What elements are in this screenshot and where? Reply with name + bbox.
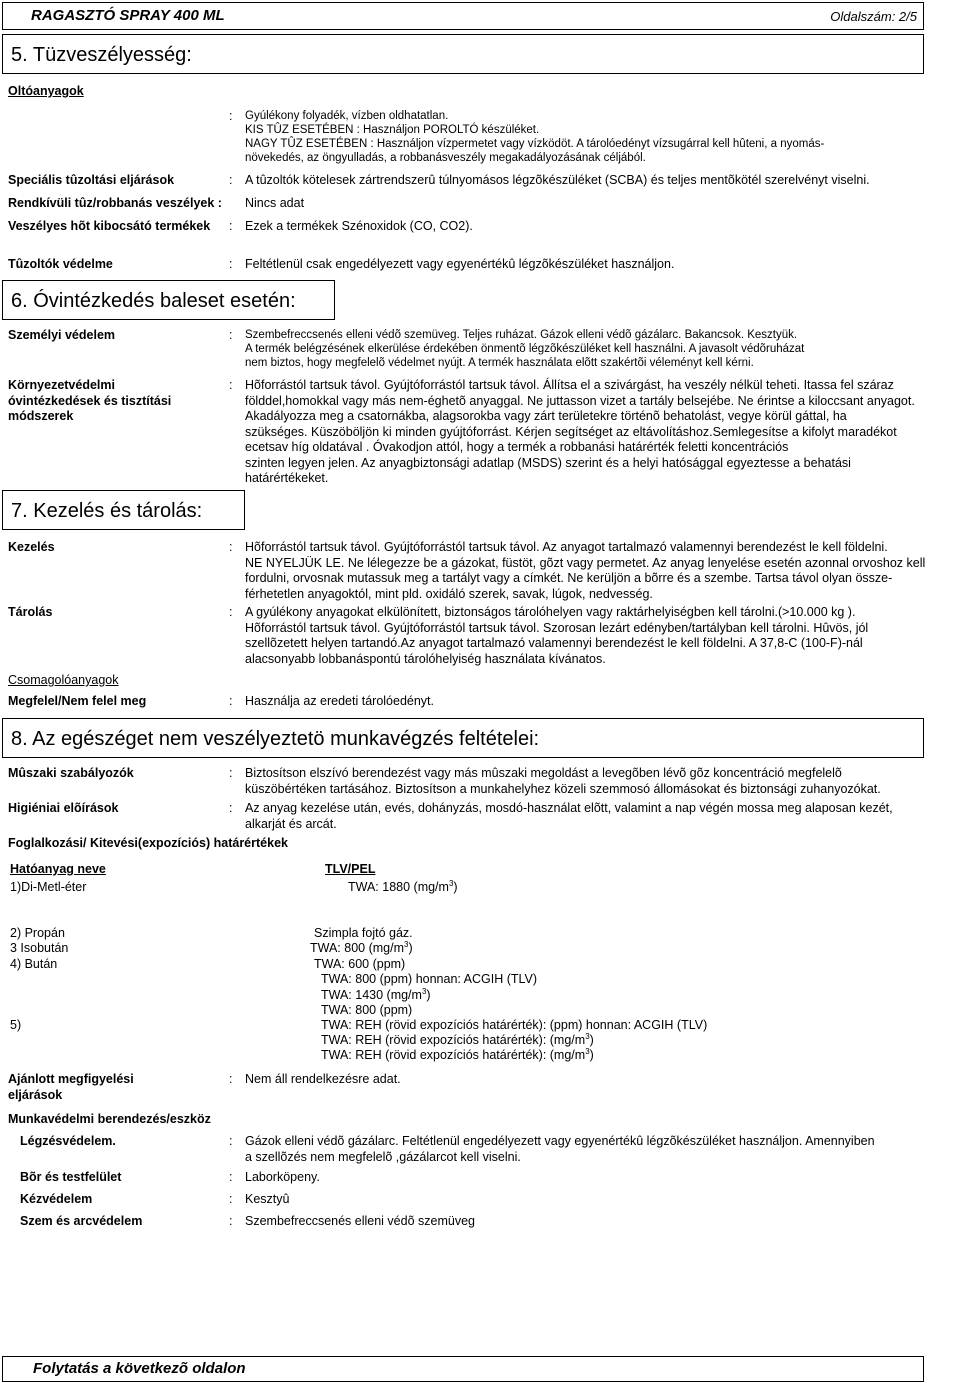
document-title: RAGASZTÓ SPRAY 400 ML xyxy=(31,7,225,24)
section-8-header xyxy=(2,718,924,758)
text-line: A termék belégzésének elkerülése érdekében önmentõ légzõkészüléket kell használni. A javasolt védõruházat xyxy=(245,343,805,355)
colon: : xyxy=(229,1192,233,1206)
close-paren: ) xyxy=(426,988,431,1002)
superscript: 3 xyxy=(448,878,454,888)
row1-name: 1)Di-Metl-éter xyxy=(10,880,87,894)
row5-line xyxy=(321,1048,594,1064)
text-line: fordulni, orvosnak mutassuk meg a tartályt vagy a címkét. Ne kerüljön a bõrre és a szembe. Tartsa távol olyan össze- xyxy=(245,571,893,585)
label-kezeles: Kezelés xyxy=(8,540,55,554)
value-text: TWA: 1430 (mg/m xyxy=(321,988,422,1002)
text-line: Szembefreccsenés elleni védõ szemüveg. Teljes ruházat. Gázok elleni védõ gázálarc. Bakancsok. Kesztyük. xyxy=(245,329,798,341)
ajanlott-text: Nem áll rendelkezésre adat. xyxy=(245,1072,401,1086)
rendkivuli-text: Nincs adat xyxy=(245,196,305,210)
label-kornyezet xyxy=(8,378,171,425)
section-5-title: 5. Tüzveszélyesség: xyxy=(11,44,192,66)
text-line: szinten legyen jelen. Az anyagbiztonsági adatlap (MSDS) szerint és a helyi hatósággal egyeztesse a behatási xyxy=(245,455,851,470)
colon: : xyxy=(229,801,233,815)
section-7-header xyxy=(2,490,245,530)
text-line: szellõzetett helyen tartandó.Az anyagot tartalmazó valamennyi berendezést le kell földelni. A 37,8-C (100-F)-nál xyxy=(245,636,863,650)
colon: : xyxy=(229,219,233,233)
text-line: nem biztos, hogy megfelelõ védelmet nyújt. A termék használata elõtt szakértõi véleményt kell kérni. xyxy=(245,357,754,369)
kezeles-text xyxy=(245,540,955,602)
col-tlv: TLV/PEL xyxy=(325,862,376,876)
text-line: alacsonyabb lobbanáspontú tárolóhelyiség használata kívánatos. xyxy=(245,651,606,666)
text-line: NE NYELJÜK LE. Ne lélegezze be a gázokat, füstöt, gõzt vagy permetet. Az anyag lenyelése esetén azonnal orvoshoz kell xyxy=(245,555,926,570)
colon: : xyxy=(229,109,233,123)
label-specialis: Speciális tûzoltási eljárások xyxy=(8,173,175,187)
row2-value: Szimpla fojtó gáz. xyxy=(314,926,413,940)
label-veszelyes: Veszélyes hõt kibocsátó termékek xyxy=(8,219,211,233)
text-line: alkarját és arcát. xyxy=(245,816,337,831)
label-oltoanyagok: Oltóanyagok xyxy=(8,84,84,98)
legzes-text xyxy=(245,1134,955,1165)
superscript: 3 xyxy=(585,1031,590,1041)
megfelel-text: Használja az eredeti tárolóedényt. xyxy=(245,694,435,708)
label-bor: Bõr és testfelület xyxy=(20,1170,122,1184)
label-line: módszerek xyxy=(8,409,74,423)
text-line: a szellõzés nem megfelelõ ,gázálarcot kell viselni. xyxy=(245,1149,521,1164)
label-line: Környezetvédelmi xyxy=(8,378,115,392)
row4-extra: TWA: 800 (ppm) xyxy=(321,1003,413,1017)
label-szemelyi: Személyi védelem xyxy=(8,328,116,342)
oltoanyagok-text xyxy=(245,109,955,165)
superscript: 3 xyxy=(585,1046,590,1056)
text-line: Hõforrástól tartsuk távol. Gyújtóforrástól tartsuk távol. Szorosan lezárt edényben/tartályban kell tárolni. Hûvös, jól xyxy=(245,620,869,635)
label-megfelel: Megfelel/Nem felel meg xyxy=(8,694,147,708)
page-number: Oldalszám: 2/5 xyxy=(830,9,917,24)
text-line: küszöbértéken tartásához. Biztosítson a munkahelyhez közeli szemmosó állomásokat és biztonsági zuhanyozókat. xyxy=(245,781,881,796)
section-5-header xyxy=(2,34,924,74)
section-6-title: 6. Óvintézkedés baleset esetén: xyxy=(11,290,296,312)
specialis-text: A tûzoltók kötelesek zártrendszerû túlnyomásos légzõkészüléket (SCBA) és teljes mentõkötél szerelvényt viselni. xyxy=(245,173,870,187)
footer-text: Folytatás a következõ oldalon xyxy=(33,1360,246,1377)
colon: : xyxy=(229,540,233,554)
text-line: NAGY TÛZ ESETÉBEN : Használjon vízpermetet vagy vízködöt. A tárolóedényt vízsugárral kell hûteni, a nyomás- xyxy=(245,138,825,150)
label-munkavedelmi: Munkavédelmi berendezés/eszköz xyxy=(8,1112,211,1126)
text-line: határértékeket. xyxy=(245,471,329,485)
colon: : xyxy=(229,1170,233,1184)
text-line: Hõforrástól tartsuk távol. Gyújtóforrástól tartsuk távol. Állítsa el a szivárgást, ha veszély nélkül teheti. Itassa fel száraz xyxy=(245,378,894,392)
colon: : xyxy=(229,605,233,619)
colon: : xyxy=(229,378,233,392)
row5-line: TWA: REH (rövid expozíciós határérték): (ppm) honnan: ACGIH (TLV) xyxy=(321,1018,708,1032)
header-bar xyxy=(2,2,924,30)
kornyezet-text xyxy=(245,378,955,487)
close-paren: ) xyxy=(408,941,413,955)
value-text: TWA: REH (rövid expozíciós határérték): (mg/m xyxy=(321,1033,586,1047)
text-line: Akadályozza meg a csatornákba, alagsorokba vagy zárt területekre történõ behatolást, vegye körül gáttal, ha xyxy=(245,409,847,423)
value-text: TWA: 1880 (mg/m xyxy=(348,880,449,894)
close-paren: ) xyxy=(453,880,458,894)
veszelyes-text: Ezek a termékek Szénoxidok (CO, CO2). xyxy=(245,219,473,233)
value-text: TWA: REH (rövid expozíciós határérték): (mg/m xyxy=(321,1048,586,1062)
colon: : xyxy=(229,328,233,342)
label-kez: Kézvédelem xyxy=(20,1192,93,1206)
text-line: növekedés, az öngyulladás, a robbanásveszély megakadályozásának céljából. xyxy=(245,152,646,164)
text-line: Gyúlékony folyadék, vízben oldhatatlan. xyxy=(245,110,449,122)
colon: : xyxy=(229,1072,233,1086)
muszaki-text xyxy=(245,766,955,797)
row2-name: 2) Propán xyxy=(10,926,65,940)
close-paren: ) xyxy=(589,1048,594,1062)
label-legzes: Légzésvédelem. xyxy=(20,1134,116,1148)
superscript: 3 xyxy=(421,986,427,996)
text-line: férhetetlen anyagoktól, mint pld. oxidáló szerek, savak, lúgok, nedvesség. xyxy=(245,586,653,601)
section-7-title: 7. Kezelés és tárolás: xyxy=(11,500,203,522)
text-line: ecetsav híg oldatával . Óvakodjon attól, hogy a termék a robbanási határérték feletti koncentrációs xyxy=(245,440,789,454)
label-tuzoltok: Tûzoltók védelme xyxy=(8,257,113,271)
label-ajanlott xyxy=(8,1072,134,1103)
kez-text: Kesztyû xyxy=(245,1192,290,1206)
text-line: Hõforrástól tartsuk távol. Gyújtóforrástól tartsuk távol. Az anyagot tartalmazó valamennyi berendezést le kell földelni. xyxy=(245,540,888,554)
row1-value xyxy=(348,880,458,896)
row5-line xyxy=(321,1033,594,1049)
szemelyi-text xyxy=(245,328,955,370)
text-line: Az anyag kezelése után, evés, dohányzás, mosdó-használat elõtt, valamint a nap végén mossa meg alaposan kezét, xyxy=(245,801,893,815)
label-foglalkozasi: Foglalkozási/ Kitevési(expozíciós) határértékek xyxy=(8,836,288,850)
value-text: TWA: 800 (mg/m xyxy=(310,941,404,955)
label-csomagolo: Csomagolóanyagok xyxy=(8,673,119,687)
colon: : xyxy=(229,694,233,708)
tuzoltok-text: Feltétlenül csak engedélyezett vagy egyenértékû légzõkészüléket használjon. xyxy=(245,257,675,271)
section-8-title: 8. Az egészéget nem veszélyeztetö munkavégzés feltételei: xyxy=(11,728,540,750)
colon: : xyxy=(229,1214,233,1228)
text-line: földdel,homokkal vagy más nem-éghetõ anyaggal. Ne juttasson vizet a tartály belsejébe. Ne érintse a kiloccsant anyagot. xyxy=(245,393,915,408)
colon: : xyxy=(229,766,233,780)
label-higieniai: Higiéniai elõírások xyxy=(8,801,119,815)
label-line: Ajánlott megfigyelési xyxy=(8,1072,134,1086)
text-line: A gyúlékony anyagokat elkülönített, biztonságos tárolóhelyen vagy raktárhelyiségben kell tárolni.(>10.000 kg ). xyxy=(245,605,856,619)
label-line: eljárások xyxy=(8,1087,63,1102)
footer-bar xyxy=(2,1356,924,1382)
higieniai-text xyxy=(245,801,955,832)
label-line: óvintézkedések és tisztítási xyxy=(8,393,172,408)
close-paren: ) xyxy=(589,1033,594,1047)
row3-name: 3 Isobután xyxy=(10,941,69,955)
text-line: szükséges. Küszöböljön ki minden gyújtóforrást. Kérjen segítséget az eltávolításhoz.Semlegesítse a kifolyt maradékot xyxy=(245,424,897,439)
label-tarolas: Tárolás xyxy=(8,605,53,619)
bor-text: Laborköpeny. xyxy=(245,1170,320,1184)
row4-extra xyxy=(321,988,431,1004)
text-line: KIS TÛZ ESETÉBEN : Használjon POROLTÓ készüléket. xyxy=(245,124,540,136)
row4-extra: TWA: 800 (ppm) honnan: ACGIH (TLV) xyxy=(321,972,538,986)
colon: : xyxy=(229,173,233,187)
section-6-header xyxy=(2,280,335,320)
szem-text: Szembefreccsenés elleni védõ szemüveg xyxy=(245,1214,475,1228)
label-muszaki: Mûszaki szabályozók xyxy=(8,766,134,780)
col-hatoanyag: Hatóanyag neve xyxy=(10,862,106,876)
label-rendkivuli: Rendkívüli tûz/robbanás veszélyek : xyxy=(8,196,222,210)
row4-value: TWA: 600 (ppm) xyxy=(314,957,406,971)
colon: : xyxy=(229,1134,233,1148)
colon: : xyxy=(229,257,233,271)
superscript: 3 xyxy=(404,939,409,949)
text-line: Biztosítson elszívó berendezést vagy más mûszaki megoldást a levegõben lévõ gõz koncentráció megfelelõ xyxy=(245,766,842,780)
tarolas-text xyxy=(245,605,955,667)
text-line: Gázok elleni védõ gázálarc. Feltétlenül engedélyezett vagy egyenértékû légzõkészüléket használjon. Amennyiben xyxy=(245,1134,875,1148)
row4-name: 4) Bután xyxy=(10,957,58,971)
row5-name: 5) xyxy=(10,1018,22,1032)
row3-value xyxy=(310,941,413,957)
label-szem: Szem és arcvédelem xyxy=(20,1214,143,1228)
